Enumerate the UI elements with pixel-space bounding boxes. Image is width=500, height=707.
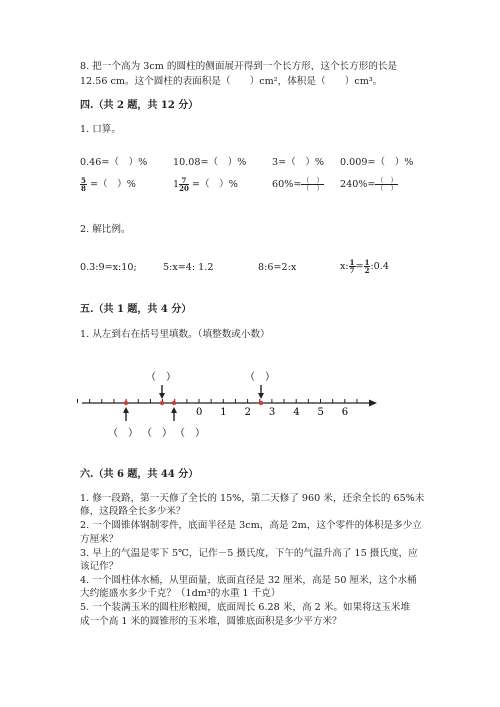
section6-heading: 六.（共 6 题，共 44 分） xyxy=(80,469,199,480)
q8-line1: 8. 把一个高为 3cm 的圆柱的侧面展开得到一个长方形，这个长方形的长是 xyxy=(80,61,398,72)
oral-calc-1-7-20: 1 $\frac{7}{20}$ =（ ）% xyxy=(173,176,238,193)
fraction-1-7: $\frac{1}{7}$ xyxy=(349,258,355,275)
fraction-5-8: $\frac{5}{8}$ xyxy=(81,176,86,193)
up-arrow-head xyxy=(123,407,129,413)
up-arrow-head xyxy=(171,407,177,413)
marker-point xyxy=(124,401,128,405)
bottom-bracket-2: （ ） xyxy=(142,428,172,439)
s6-line-2: 修，这段路全长多少米？ xyxy=(80,506,186,517)
s6-line-7: 4. 一个圆柱体水桶，从里面量，底面直径是 32 厘米，高是 50 厘米，这个水桶 xyxy=(80,575,417,586)
tick-label: 0 xyxy=(196,407,203,418)
down-arrow-head xyxy=(159,393,165,399)
section5-heading: 五.（共 1 题，共 4 分） xyxy=(80,304,192,315)
s6-line-6: 该记作？ xyxy=(80,561,119,572)
marker-point xyxy=(259,401,263,405)
oral-calc-0-009: 0.009=（ ）% xyxy=(340,157,414,168)
down-arrow-head xyxy=(258,393,264,399)
s6-line-9: 5. 一个装满玉米的圆柱形粮囤，底面周长 6.28 米，高 2 米。如果将这玉米堆 xyxy=(80,602,411,613)
s6-line-1: 1. 修一段路，第一天修了全长的 15%，第二天修了 960 米，还余全长的 65%未 xyxy=(80,493,425,504)
q1-title: 1. 口算。 xyxy=(80,124,121,135)
top-bracket-2: （ ） xyxy=(245,372,275,383)
ticks xyxy=(78,399,357,418)
fraction-blank: （ ） （ ） xyxy=(302,176,324,192)
fraction-1-2: $\frac{1}{2}$ xyxy=(364,258,370,275)
oral-calc-3: 3=（ ）% xyxy=(272,157,325,168)
top-bracket-1: （ ） xyxy=(146,372,176,383)
ratio-4: x: $\frac{1}{7}$ = $\frac{1}{2}$ :0.4 xyxy=(340,258,389,275)
s6-line-4: 方厘米？ xyxy=(80,534,119,545)
oral-calc-240pct: 240%= （ ） （ ） xyxy=(340,176,398,192)
s6-line-10: 成一个高 1 米的圆锥形的玉米堆，圆锥底面积是多少平方米？ xyxy=(80,616,342,627)
q2-title: 2. 解比例。 xyxy=(80,224,131,235)
marker-point xyxy=(172,401,176,405)
tick-label: 4 xyxy=(293,407,300,418)
marker-point xyxy=(160,401,164,405)
fraction-7-20: $\frac{7}{20}$ xyxy=(179,176,189,193)
tick-label: 5 xyxy=(317,407,324,418)
s6-line-3: 2. 一个圆锥体钢制零件，底面半径是 3cm，高是 2m，这个零件的体积是多少立 xyxy=(80,520,422,531)
number-line xyxy=(0,368,500,468)
bottom-bracket-1: （ ） xyxy=(108,428,138,439)
q8-line2: 12.56 cm。这个圆柱的表面积是（ ）cm²，体积是（ ）cm³。 xyxy=(80,76,383,87)
oral-calc-0-46: 0.46=（ ）% xyxy=(80,157,148,168)
ratio-3: 8:6=2:x xyxy=(258,262,297,273)
oral-calc-60pct: 60%= （ ） （ ） xyxy=(272,176,324,192)
section4-heading: 四.（共 2 题，共 12 分） xyxy=(80,100,199,111)
bottom-bracket-3: （ ） xyxy=(175,428,205,439)
oral-calc-10-08: 10.08=（ ）% xyxy=(173,157,247,168)
arrow-head xyxy=(369,400,377,407)
oral-calc-5-8: $\frac{5}{8}$ =（ ）% xyxy=(81,176,136,193)
ratio-1: 0.3:9=x:10; xyxy=(80,262,137,273)
s6-line-5: 3. 早上的气温是零下 5℃，记作－5 摄氏度，下午的气温升高了 15 摄氏度，应 xyxy=(80,548,418,559)
tick-label: 2 xyxy=(244,407,251,418)
tick-label: 6 xyxy=(341,407,349,418)
tick-label: 1 xyxy=(220,407,227,418)
ratio-2: 5:x=4: 1.2 xyxy=(163,262,214,273)
tick-label: 3 xyxy=(268,407,276,418)
fraction-blank: （ ） （ ） xyxy=(376,176,398,192)
s6-line-8: 大约能盛水多少千克？（1dm³的水重 1 千克） xyxy=(80,588,281,599)
q5-1-text: 1. 从左到右在括号里填数。（填整数或小数） xyxy=(80,329,270,340)
